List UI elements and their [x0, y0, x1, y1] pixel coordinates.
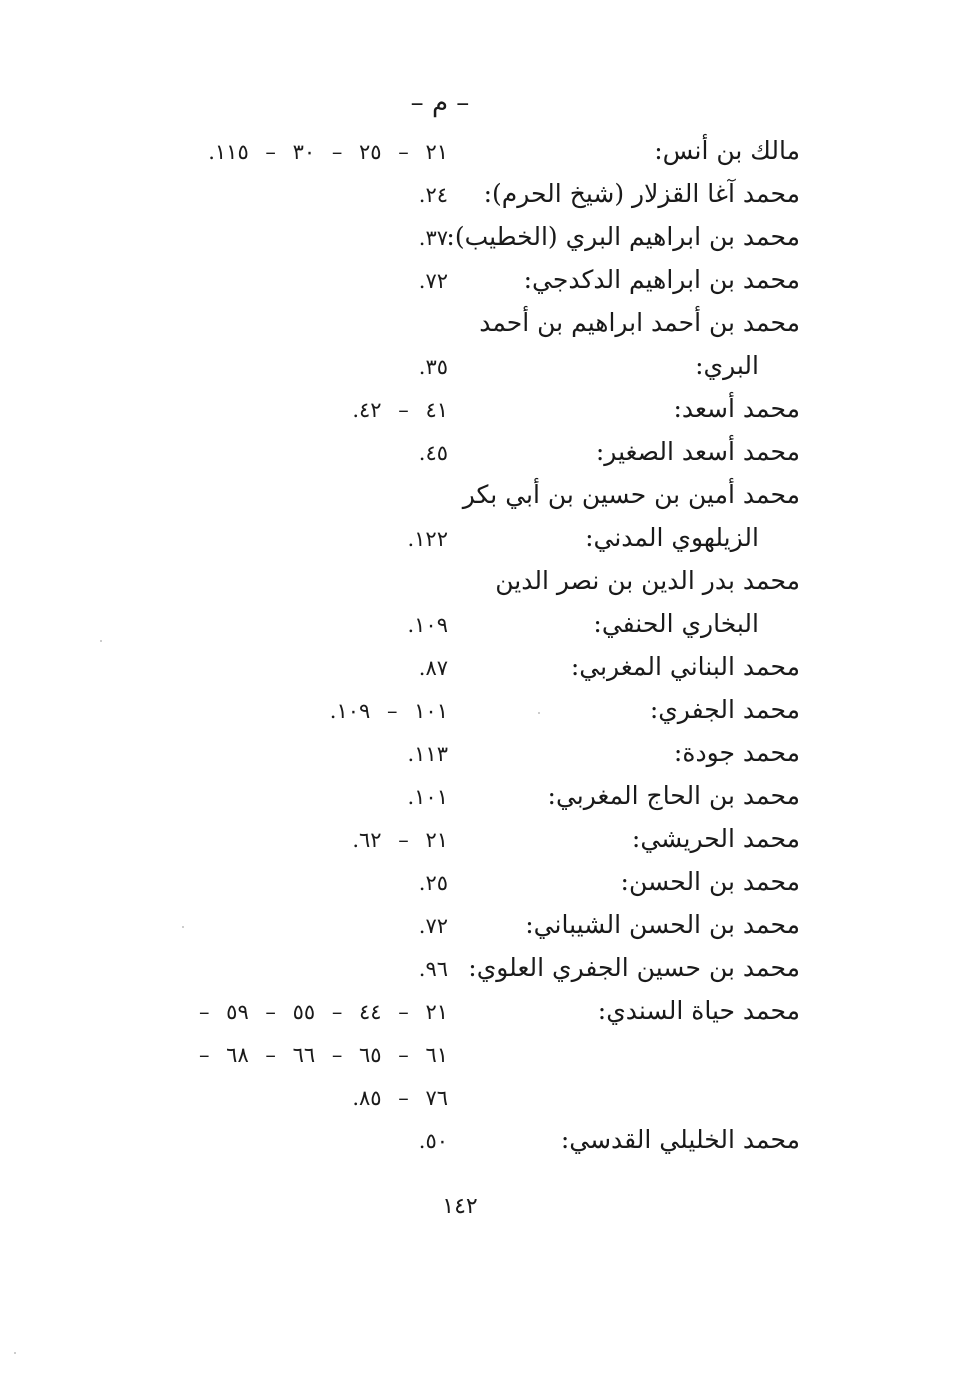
- entry-name: محمد أمين بن حسين بن أبي بكر: [462, 480, 800, 509]
- index-entry: [0, 304, 963, 347]
- entry-page-refs: ٧٦ – ٨٥.: [352, 1086, 448, 1110]
- index-entry: [0, 992, 963, 1035]
- entry-page-refs: ٢١ – ٦٢.: [352, 828, 448, 852]
- entry-name: محمد أسعد الصغير:: [595, 437, 800, 466]
- entry-page-refs: ٤١ – ٤٢.: [352, 398, 448, 422]
- index-entry: [0, 734, 963, 777]
- entry-page-refs: ٢٥.: [418, 871, 448, 895]
- entry-name: محمد البناني المغربي:: [570, 652, 800, 681]
- entry-page-refs: ٣٥.: [418, 355, 448, 379]
- entry-name: محمد أسعد:: [673, 394, 800, 423]
- entry-name: محمد بن حسين الجفري العلوي:: [468, 953, 800, 982]
- entry-name: محمد الحريشي:: [631, 824, 800, 853]
- entry-name: محمد الجفري:: [649, 695, 800, 724]
- entry-page-refs: ٧٢.: [418, 269, 448, 293]
- index-entry: [0, 1121, 963, 1164]
- entry-page-refs: ٨٧.: [418, 656, 448, 680]
- entry-page-refs: ٢١ – ٢٥ – ٣٠ – ١١٥.: [208, 140, 448, 164]
- entry-name: محمد بن أحمد ابراهيم بن أحمد: [479, 308, 800, 337]
- index-entry: [0, 648, 963, 691]
- entry-name: محمد بن الحاج المغربي:: [547, 781, 800, 810]
- entry-page-refs: ١٢٢.: [407, 527, 448, 551]
- entry-page-refs: ٢٤.: [418, 183, 448, 207]
- index-entry: [0, 218, 963, 261]
- entry-page-refs: ٦١ – ٦٥ – ٦٦ – ٦٨ –: [198, 1043, 448, 1067]
- entry-page-refs: ١٠١ – ١٠٩.: [329, 699, 448, 723]
- entry-page-refs: ٧٢.: [418, 914, 448, 938]
- entry-name: البري:: [695, 351, 759, 380]
- entry-name: مالك بن أنس:: [654, 136, 800, 165]
- index-entry: [0, 433, 963, 476]
- entry-name: محمد بدر الدين بن نصر الدين: [495, 566, 800, 595]
- section-letter-heading: – م –: [410, 88, 470, 118]
- entry-name: محمد بن ابراهيم البري (الخطيب):: [446, 222, 800, 251]
- index-entry: [0, 1078, 963, 1121]
- page-number: ١٤٢: [442, 1194, 478, 1219]
- index-entry: [0, 175, 963, 218]
- entry-page-refs: ٤٥.: [418, 441, 448, 465]
- entry-page-refs: ١٠٩.: [407, 613, 448, 637]
- index-entry: [0, 476, 963, 519]
- index-entry: [0, 863, 963, 906]
- entry-name: محمد بن ابراهيم الدكدجي:: [523, 265, 800, 294]
- entry-page-refs: ١٠١.: [407, 785, 448, 809]
- entry-page-refs: ١١٣.: [407, 742, 448, 766]
- entry-name: محمد جودة:: [673, 738, 800, 767]
- entry-name: محمد حياة السندي:: [597, 996, 800, 1025]
- entry-page-refs: ٢١ – ٤٤ – ٥٥ – ٥٩ –: [198, 1000, 448, 1024]
- paper-speck: [14, 1352, 16, 1354]
- index-entry: [0, 132, 963, 175]
- index-entry: [0, 820, 963, 863]
- index-entry-list: [0, 132, 963, 1164]
- index-entry: [0, 347, 963, 390]
- entry-name: محمد الخليلي القدسي:: [560, 1125, 800, 1154]
- entry-name: محمد بن الحسن:: [620, 867, 800, 896]
- entry-name: محمد بن الحسن الشيباني:: [525, 910, 800, 939]
- entry-name: الزيلهوي المدني:: [585, 523, 759, 552]
- paper-speck: [538, 712, 540, 714]
- paper-speck: [182, 926, 184, 928]
- index-entry: [0, 605, 963, 648]
- index-entry: [0, 949, 963, 992]
- index-entry: [0, 562, 963, 605]
- entry-page-refs: ٩٦.: [418, 957, 448, 981]
- index-entry: [0, 390, 963, 433]
- index-entry: [0, 261, 963, 304]
- entry-page-refs: ٥٠.: [418, 1129, 448, 1153]
- index-entry: [0, 519, 963, 562]
- paper-speck: [100, 640, 102, 642]
- entry-page-refs: ٣٧.: [418, 226, 448, 250]
- index-entry: [0, 906, 963, 949]
- index-entry: [0, 1035, 963, 1078]
- index-entry: [0, 777, 963, 820]
- entry-name: البخاري الحنفي:: [593, 609, 759, 638]
- entry-name: محمد آغا القزلار (شيخ الحرم):: [483, 179, 800, 208]
- index-entry: [0, 691, 963, 734]
